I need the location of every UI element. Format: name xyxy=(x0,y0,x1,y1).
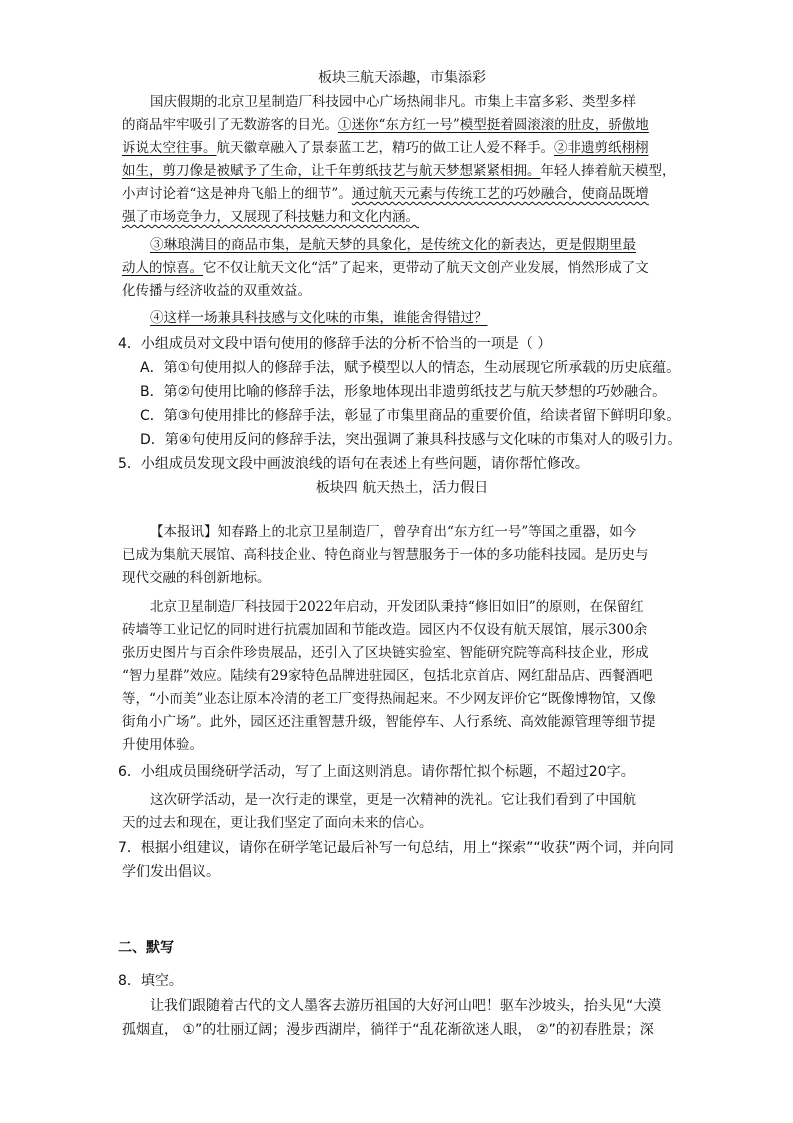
s3-line-5: 小声讨论着“这是神舟飞船上的细节”。通过航天元素与传统工艺的巧妙融合，使商品既增 xyxy=(122,186,649,202)
section4-heading: 板块四 航天热土，活力假日 xyxy=(315,480,489,496)
news-line-9: 街角小广场”。此外，园区还注重智慧升级，智能停车、人行系统、高效能源管理等细节提 xyxy=(122,714,656,730)
q4-option-d: D．第④句使用反问的修辞手法，突出强调了兼具科技感与文化味的市集对人的吸引力。 xyxy=(140,432,682,448)
s3-line-9: 化传播与经济收益的双重效益。 xyxy=(122,283,311,299)
section3-heading: 板块三航天添趣，市集添彩 xyxy=(318,70,486,86)
q7-line-2: 学们发出倡议。 xyxy=(122,864,220,880)
part2-heading: 二、默写 xyxy=(118,940,174,956)
news-line-6: 张历史图片与百余件珍贵展品，还引入了区块链实验室、智能研究院等高科技企业，形成 xyxy=(122,645,649,661)
news-line-8: 等，“小而美”业态让原本冷清的老工厂变得热闹起来。不少网友评价它“既像博物馆，又像 xyxy=(122,691,656,707)
news-line-5: 砖墙等工业记忆的同时进行抗震加固和节能改造。园区内不仅设有航天展馆，展示300余 xyxy=(122,622,648,638)
sentence-1-underline: ①迷你“东方红一号”模型挺着圆滚滚的肚皮，骄傲地 xyxy=(338,117,649,133)
sentence-4-underline: ④这样一场兼具科技感与文化味的市集，谁能舍得错过？ xyxy=(150,310,488,326)
s3-line-8: 动人的惊喜。它不仅让航天文化“活”了起来，更带动了航天文创产业发展，悄然形成了文 xyxy=(122,260,649,276)
q4-stem: 4．小组成员对文段中语句使用的修辞手法的分析不恰当的一项是（ ） xyxy=(118,336,552,352)
summary-line-1: 这次研学活动，是一次行走的课堂，更是一次精神的洗礼。它让我们看到了中国航 xyxy=(150,792,636,808)
q4-option-b: B．第②句使用比喻的修辞手法，形象地体现出非遗剪纸技艺与航天梦想的巧妙融合。 xyxy=(140,384,667,400)
summary-line-2: 天的过去和现在，更让我们坚定了面向未来的信心。 xyxy=(122,815,433,831)
s3-line-2: 的商品牢牢吸引了无数游客的目光。①迷你“东方红一号”模型挺着圆滚滚的肚皮，骄傲地 xyxy=(122,117,649,133)
wavy-sentence: 通过航天元素与传统工艺的巧妙融合，使商品既增 xyxy=(351,186,649,202)
q4-option-c: C．第③句使用排比的修辞手法，彰显了市集里商品的重要价值，给读者留下鲜明印象。 xyxy=(140,408,681,424)
q4-option-a: A．第①句使用拟人的修辞手法，赋予模型以人的情态，生动展现它所承载的历史底蕴。 xyxy=(140,360,681,376)
s3-line-3: 诉说太空往事。航天徽章融入了景泰蓝工艺，精巧的做工让人爱不释手。②非遗剪纸栩栩 xyxy=(122,140,649,156)
q7-line-1: 7．根据小组建议，请你在研学笔记最后补写一句总结，用上“探索”“收获”两个词，并向同 xyxy=(118,840,674,856)
news-line-7: “智力星群”效应。陆续有29家特色品牌进驻园区，包括北京首店、网红甜品店、西餐酒吧 xyxy=(122,668,653,684)
q8-line-1: 让我们跟随着古代的文人墨客去游历祖国的大好河山吧！驱车沙坡头，抬头见“大漠 xyxy=(150,998,662,1014)
s3-line-6: 强了市场竞争力，又展现了科技魅力和文化内涵。 xyxy=(122,209,419,225)
q5-stem: 5．小组成员发现文段中画波浪线的语句在表述上有些问题，请你帮忙修改。 xyxy=(118,456,589,472)
sentence-3-underline: ③琳琅满目的商品市集，是航天梦的具象化，是传统文化的新表达，更是假期里最 xyxy=(150,237,636,253)
s3-line-4: 如生，剪刀像是被赋予了生命，让千年剪纸技艺与航天梦想紧紧相拥。年轻人捧着航天模型， xyxy=(122,163,676,179)
sentence-2-underline: ②非遗剪纸栩栩 xyxy=(554,140,649,156)
q8-line-2: 孤烟直， ①”的壮丽辽阔；漫步西湖岸，徜徉于“乱花渐欲迷人眼， ②”的初春胜景；深 xyxy=(122,1022,654,1038)
s3-line-10 xyxy=(122,308,682,328)
news-line-1: 【本报讯】知春路上的北京卫星制造厂，曾孕育出“东方红一号”等国之重器，如今 xyxy=(150,524,637,540)
news-line-2: 已成为集航天展馆、高科技企业、特色商业与智慧服务于一体的多功能科技园。是历史与 xyxy=(122,547,649,563)
s3-line-7 xyxy=(122,235,682,255)
s3-line-1: 国庆假期的北京卫星制造厂科技园中心广场热闹非凡。市集上丰富多彩、类型多样 xyxy=(150,94,636,110)
news-line-4: 北京卫星制造厂科技园于2022年启动，开发团队秉持“修旧如旧”的原则，在保留红 xyxy=(150,599,644,615)
news-line-3: 现代交融的科创新地标。 xyxy=(122,570,271,586)
news-line-10: 升使用体验。 xyxy=(122,737,203,753)
q6-stem: 6．小组成员围绕研学活动，写了上面这则消息。请你帮忙拟个标题，不超过20字。 xyxy=(118,764,635,780)
q8-stem: 8．填空。 xyxy=(118,973,183,989)
